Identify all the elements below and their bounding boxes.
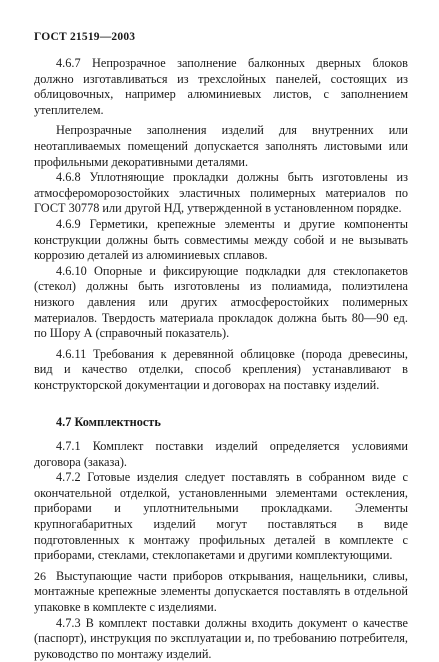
- document-body: [34, 56, 408, 662]
- paragraph-4-7-3: 4.7.3 В комплект поставки должны входить документ о качестве (паспорт), инструкция по эксплуатации и, по требованию потребителя, руководство по монтажу изделий.: [34, 615, 408, 661]
- paragraph-4-6-7: 4.6.7 Непрозрачное заполнение балконных дверных блоков должно изготавливаться из трехслойных панелей, состоящих из облицовочных, например алюминиевых листов, с заполнением утеплителем.: [34, 56, 408, 117]
- paragraph-4-6-9: 4.6.9 Герметики, крепежные элементы и другие компоненты конструкции должны быть совместимы между собой и не вызывать коррозию деталей из алюминиевых сплавов.: [34, 216, 408, 263]
- paragraph-4-6-10: 4.6.10 Опорные и фиксирующие подкладки для стеклопакетов (стекол) должны быть изготовлены из полиамида, полиэтилена низкого давления или других атмосферостойких полимерных материалов. Твердость материала прокладок должна быть 80—90 ед. по Шору А (справочный показатель).: [34, 263, 408, 341]
- paragraph-opaque-fill: Непрозрачные заполнения изделий для внутренних или неотапливаемых помещений допускается заполнять листовыми или профильными декоративными деталями.: [34, 123, 408, 169]
- paragraph-4-7-1: 4.7.1 Комплект поставки изделий определяется условиями договора (заказа).: [34, 439, 408, 469]
- paragraph-4-7-2: 4.7.2 Готовые изделия следует поставлять в собранном виде с окончательной отделкой, установленными элементами остекления, приборами и уплотнительными прокладками. Элементы крупногабаритных изделий могут поставляться в виде подготовленных к монтажу профильных деталей в комплекте с приборами, стеклами, стеклопакетами и другими комплектующими.: [34, 470, 408, 563]
- section-heading: 4.7 Комплектность: [56, 415, 161, 430]
- paragraph-4-6-11: 4.6.11 Требования к деревянной облицовке (порода древесины, вид и качество отделки, способ крепления) устанавливают в конструкторской документации и договорах на поставку изделий.: [34, 346, 408, 392]
- document-header: ГОСТ 21519—2003: [34, 31, 136, 43]
- paragraph-4-6-8: 4.6.8 Уплотняющие прокладки должны быть изготовлены из атмосфероморозостойких эластичных полимерных материалов по ГОСТ 30778 или другой НД, утвержденной в установленном порядке.: [34, 170, 408, 216]
- page-number: 26: [34, 569, 46, 583]
- paragraph-protruding-parts: Выступающие части приборов открывания, нащельники, сливы, монтажные крепежные элементы допускается поставлять в отдельной упаковке в комплекте с изделиями.: [34, 568, 408, 614]
